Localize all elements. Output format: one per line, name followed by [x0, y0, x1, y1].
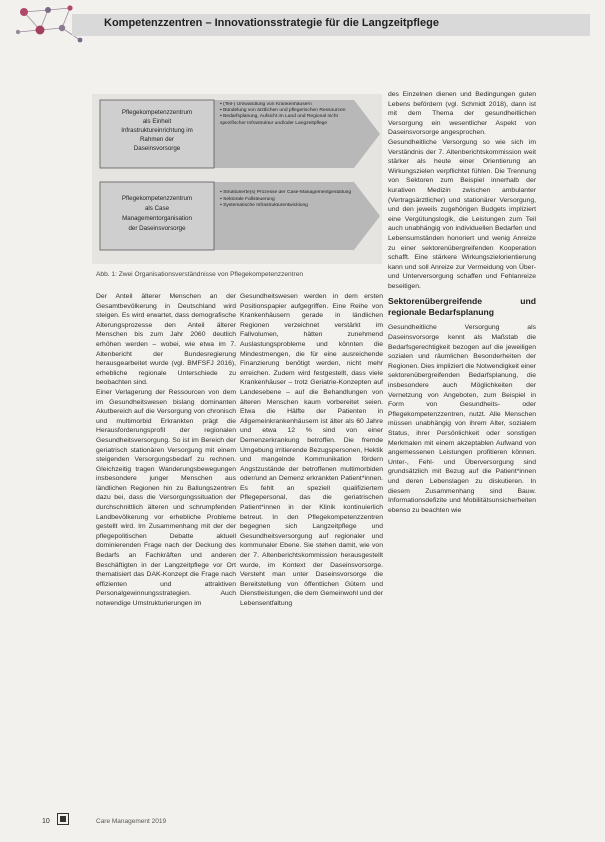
box1-title-line: als Einheit — [142, 118, 172, 125]
figure-caption: Abb. 1: Zwei Organisationsverständnisse von Pflegekompetenzzentren — [96, 271, 304, 278]
box1-bullet: ▪ Bedarfsplanung, Aufsicht im Land und Regional nicht spezifischer Infrastruktur und/oder Langzeitpflege — [220, 114, 338, 126]
box2-title-line: der Daseinsvorsorge — [128, 225, 186, 232]
box2-bullet: ▪ Strukturierte(s) Prozesse der Case-Managementgestaltung — [220, 190, 352, 195]
paragraph: Einer Verlagerung der Ressourcen von dem im Gesundheitswesen bislang dominanten Akutbereich auf die Versorgung von chronisch und multimorbid Erkrankten prägt die Herausforderungsprofil der regionalen Gesundheitsversorgung. So ist im Bereich der geriatrisch stationären Versorgung mit einem steigenden Versorgungsbedarf zu rechnen. Gleichzeitig tragen Wanderungsbewegungen insbesondere junger Menschen aus ländlichen Regionen hin zu Ballungszentren dazu bei, dass die Versorgungssituation der durchschnittlich älteren und schrumpfenden Landbevölkerung vor erhebliche Probleme gestellt wird. Im Zusammenhang mit der der pflegepolitischen Debatte aktuell dominierenden Frage nach der Deckung des Bedarfs an Fachkräften und anderen Beschäftigten in der Langzeitpflege vor Ort thematisiert das DAK-Konzept die Frage nach effizienten und attraktiven Personalgewinnungsstrategien. Auch notwendige Umstrukturierungen im — [96, 388, 236, 607]
box1-bullet: ▪ Bündelung von ärztlichen und pflegerischen Ressourcen — [220, 108, 346, 114]
page-header-title: Kompetenzzentren – Innovationsstrategie für die Langzeitpflege — [104, 17, 439, 29]
box2-title-line: Managementorganisation — [122, 215, 192, 222]
footer-publication: Care Management 2019 — [96, 818, 167, 825]
box1-bullet: ▪ (Teil-) Umwandlung von Krankenhäusern — [220, 102, 312, 107]
figure-diagram — [92, 94, 382, 264]
page-number: 10 — [42, 818, 50, 825]
paragraph: des Einzelnen dienen und Bedingungen guten Lebens befördern (vgl. Schmidt 2018), dann ist mit dem Thema der gesundheitlichen Versorgung ein wesentlicher Aspekt von Daseinsvorsorge angesprochen. — [388, 91, 536, 137]
body-column-3 — [388, 90, 536, 515]
box1-title-line: Pflegekompetenzzentrum — [121, 109, 193, 116]
box1-title-line: Infrastruktureinrichtung im — [121, 127, 193, 134]
box2-bullet: ▪ Systematische Infrastrukturentwicklung — [220, 203, 308, 209]
box2-title-line: als Case — [144, 205, 170, 212]
paragraph: Der Anteil älterer Menschen an der Gesamtbevölkerung in Deutschland wird steigen. Es wird erwartet, dass demografische Alterungsprozesse den Anteil älterer Menschen bis zum Jahr 2060 deutlich erhöhen werden – wobei, wie etwa im 7. Altenbericht der Bundesregierung herausgearbeitet wurde (vgl. BMFSFJ 2016), erhebliche regionale Unterschiede zu beobachten sind. — [96, 293, 236, 387]
paragraph: Gesundheitswesen werden in dem ersten Positionspapier aufgegriffen. Eine Reihe von Krankenhäusern gerade in ländlichen Regionen verzeichnet verstärkt im Fallvolumen, hätten zunehmend Auslastungsprobleme und könnten die Mindestmengen, die für eine ausreichende Finanzierung benötigt werden, nicht mehr erreichen. Zudem wird festgestellt, dass viele Krankenhäuser – trotz Geriatrie-Konzepten auf Landesebene – auf die Behandlungen von älteren Menschen kaum vorbereitet seien. Etwa die Hälfte der Patienten in Allgemeinkrankenhäusern ist älter als 60 Jahre und etwa 12 % sind von einer Demenzerkrankung betroffen. Die fremde Umgebung irritierende Bezugspersonen, Hektik und mangelnde Kommunikation fördern Angstzustände der betroffenen multimorbiden oder/und an Demenz erkrankten Patient*innen. Es fehlt an speziell qualifiziertem Pflegepersonal, das die geriatrischen Patient*innen in der Klinik kontinuierlich betreut. In den Pflegekompetenzzentren begegnen sich Langzeitpflege und Gesundheitsversorgung auf regionaler und kommunaler Ebene. Sie stehen damit, wie von der 7. Altenberichtskommission herausgestellt wurde, im Kontext der Daseinsvorsorge. Versteht man unter Daseinsvorsorge die Bereitstellung von öffentlichen Gütern und Dienstleistungen, die dem Gemeinwohl und der Lebensentfaltung — [240, 293, 383, 607]
paragraph: Gesundheitliche Versorgung so wie sich im Verständnis der 7. Altenberichtskommission weit stärker als heute einer Orientierung an Wirkungszielen verpflichtet fühlen. Die Trennung von Sektoren zum Beispiel innerhalb der kurativen Medizin zwischen ambulanter (Vertragsärztlicher) und stationärer Versorgung, und den jeweils zugehörigen Budgets impliziert eine Vergütungslogik, die Leistungen zum Teil auch unabhängig von individuellen Bedarfen und Lebensumständen honoriert und wenig Anreize zu einer sektorenübergreifenden Kooperation schafft. Eine stärkere Wirkungszielorientierung kann und soll Anreize zur Vermeidung von Über- und Unterversorgung schaffen und Fehlanreize beseitigen. — [388, 138, 536, 290]
body-column-1 — [96, 292, 236, 609]
paragraph: Gesundheitliche Versorgung als Daseinsvorsorge kennt als Maßstab die Bedarfsgerechtigkeit bezogen auf die jeweiligen sozialen und räumlichen Besonderheiten der Regionen. Dies impliziert die Notwendigkeit einer sektorenübergreifenden Bedarfsplanung, die insbesondere auch Möglichkeiten der Vernetzung von Angeboten, zum Beispiel in Form von Gesundheits- oder Pflegekompetenzzentren, nutzt. Alle Menschen müssen unabhängig von ihrem Alter, sozialem Status, ihrer Persönlichkeit oder sonstigen Merkmalen mit einem akzeptablen Aufwand von angemessenen Leistungen profitieren können. Unter-, Fehl- und Überversorgung sind grundsätzlich mit Bezug auf die Patient*innen und deren Lebenslagen zu diskutieren. In diesem Zusammenhang sind Bauw. Informationsdefizite und Mobilitätsunsicherheiten ebenso zu beachten wie — [388, 324, 536, 514]
box1-title-line: Rahmen der — [139, 136, 175, 143]
body-column-2 — [240, 292, 383, 609]
journal-logo-icon — [57, 813, 69, 825]
box2-bullet: ▪ Sektorale Fallsteuerung — [220, 196, 275, 202]
section-heading: Sektorenübergreifende und regionale Bedarfsplanung — [388, 296, 536, 317]
box1-title-line: Daseinsvorsorge — [133, 145, 181, 152]
box2-title-line: Pflegekompetenzzentrum — [121, 195, 193, 202]
